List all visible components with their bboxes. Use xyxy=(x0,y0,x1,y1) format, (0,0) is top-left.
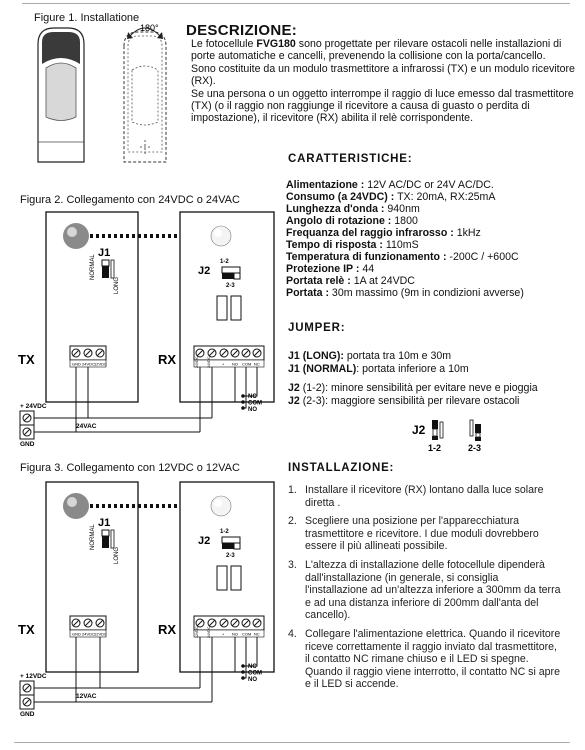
svg-text:+ 24VDC: + 24VDC xyxy=(20,403,47,410)
svg-text:+: + xyxy=(222,361,225,367)
jumper-j2-23: J2 (2-3): maggiore sensibilità per rilevare ostacoli xyxy=(288,395,520,407)
svg-text:COM: COM xyxy=(242,631,252,637)
svg-text:GND: GND xyxy=(20,711,35,718)
svg-text:24VAC: 24VAC xyxy=(76,423,97,430)
tx-terminal-block xyxy=(70,346,107,367)
svg-text:J1: J1 xyxy=(98,517,111,529)
svg-text:+ 12VDC: + 12VDC xyxy=(20,673,47,680)
svg-text:NC: NC xyxy=(254,361,260,367)
svg-text:COM: COM xyxy=(248,670,262,677)
spec-row: Consumo (a 24VDC) : TX: 20mA, RX:25mA xyxy=(286,191,496,203)
svg-text:NORMAL: NORMAL xyxy=(90,254,96,280)
svg-text:NC: NC xyxy=(254,631,260,637)
svg-text:12VDC: 12VDC xyxy=(94,631,107,637)
svg-text:J2: J2 xyxy=(198,265,211,277)
product-code: FVG180 xyxy=(256,38,296,50)
jumper-j2-12: J2 (1-2): minore sensibilità per evitare neve e pioggia xyxy=(288,382,538,394)
rx-label: RX xyxy=(158,622,177,637)
descrizione-p1: Le fotocellule FVG180 sono progettate per rilevare ostacoli nelle installazioni di porte automatiche e cancelli, prevenendo la collisione con la porta/cancello. xyxy=(191,38,562,63)
jumper-j1-long: J1 (LONG): portata tra 10m e 30m xyxy=(288,350,452,362)
svg-text:1-2: 1-2 xyxy=(220,259,229,265)
figure2-wiring-diagram xyxy=(14,208,280,448)
svg-text:GND: GND xyxy=(72,631,81,637)
svg-text:24VDC: 24VDC xyxy=(207,356,211,368)
svg-text:1-2: 1-2 xyxy=(220,529,229,535)
power-supply-terminal xyxy=(20,411,34,439)
figure2-caption: Figura 2. Collegamento con 24VDC o 24VAC xyxy=(20,194,240,206)
rx-label: RX xyxy=(158,352,177,367)
caratteristiche-list xyxy=(286,179,576,299)
spec-row: Tempo di risposta : 110mS xyxy=(286,239,419,251)
svg-text:LONG: LONG xyxy=(114,546,120,564)
spec-row: Temperatura di funzionamento : -200C / +600C xyxy=(286,251,519,263)
svg-text:24VDC: 24VDC xyxy=(207,626,211,638)
jumper-pos-12 xyxy=(432,420,443,440)
svg-text:2-3: 2-3 xyxy=(226,283,235,289)
figure3-wiring-diagram xyxy=(14,478,280,718)
rx-terminal-block xyxy=(194,346,264,368)
tx-terminal-block xyxy=(70,616,107,637)
list-item: 4. Collegare l'alimentazione elettrica. Quando il ricevitore riceve correttamente il raggio inviato dal trasmettitore, il contatto NC rimane chiuso e il LED si spegne. Quando il raggio viene interrotto, il contatto NC si apre e il LED si accende. xyxy=(288,627,561,691)
svg-text:J1: J1 xyxy=(98,247,111,259)
jumper-j2-diagram xyxy=(410,414,490,454)
spec-row: Protezione IP : 44 xyxy=(286,263,375,275)
jumper-pos-23 xyxy=(470,420,481,441)
svg-text:NO: NO xyxy=(248,677,257,683)
jumper-pos-23-label: 2-3 xyxy=(468,443,482,453)
svg-text:24VDC: 24VDC xyxy=(195,356,199,368)
descrizione-body xyxy=(191,38,577,125)
svg-text:J2: J2 xyxy=(198,535,211,547)
installazione-title: INSTALLAZIONE: xyxy=(288,462,395,474)
spec-row: Frequanza del raggio infrarosso : 1kHz xyxy=(286,227,481,239)
rx-terminal-block xyxy=(194,616,264,638)
svg-text:+: + xyxy=(222,631,225,637)
figure1-device-drawing xyxy=(32,22,182,172)
jumper-diagram-label: J2 xyxy=(412,423,426,437)
photocell-rotated xyxy=(124,28,166,162)
rx-led-icon xyxy=(211,226,231,246)
svg-text:LONG: LONG xyxy=(114,276,120,294)
spec-row: Portata : 30m massimo (9m in condizioni avverse) xyxy=(286,287,524,299)
tx-led-icon xyxy=(63,493,89,519)
jumper-title: JUMPER: xyxy=(288,322,346,334)
tx-led-icon xyxy=(63,223,89,249)
svg-text:2-3: 2-3 xyxy=(226,553,235,559)
power-supply-terminal xyxy=(20,681,34,709)
svg-text:12VDC: 12VDC xyxy=(195,626,199,638)
spec-row: Alimentazione : 12V AC/DC or 24V AC/DC. xyxy=(286,179,494,191)
svg-text:COM: COM xyxy=(242,361,252,367)
top-rule xyxy=(22,3,570,4)
jumper-pos-12-label: 1-2 xyxy=(428,443,442,453)
svg-text:NO: NO xyxy=(248,407,257,413)
tx-label: TX xyxy=(18,352,35,367)
jumper-j1-normal: J1 (NORMAL): portata inferiore a 10m xyxy=(288,363,469,375)
spec-row: Portata relè : 1A at 24VDC xyxy=(286,275,415,287)
svg-text:NO: NO xyxy=(232,631,238,637)
list-item: 1. Installare il ricevitore (RX) lontano dalla luce solare diretta . xyxy=(288,484,544,509)
descrizione-p2: Sono costituite da un modulo trasmettitore a infrarossi (TX) e un modulo ricevitore (RX). xyxy=(191,62,575,88)
svg-text:NO: NO xyxy=(232,361,238,367)
figure1-caption: Figure 1. Installatione xyxy=(34,12,140,24)
svg-text:GND: GND xyxy=(20,441,35,448)
installazione-steps xyxy=(282,484,564,697)
descrizione-title: DESCRIZIONE: xyxy=(186,22,298,39)
svg-text:NC: NC xyxy=(248,664,257,670)
list-item: 2. Scegliere una posizione per l'apparecchiatura trasmettitore e ricevitore. I due moduli dovrebbero essere il più allineati possibile. xyxy=(288,515,539,553)
photocell-front xyxy=(38,28,84,162)
svg-text:24VDC: 24VDC xyxy=(82,631,95,637)
descrizione-p3: Se una persona o un oggetto interrompe il raggio di luce emesso dal trasmettitore (TX) (o il raggio non raggiunge il ricevitore a causa di guasto o perdita di impostazione), il ricevitore (RX) abilita il relè corrispondente. xyxy=(191,87,574,125)
svg-text:GND: GND xyxy=(72,361,81,367)
svg-text:12VAC: 12VAC xyxy=(76,693,97,700)
rx-led-icon xyxy=(211,496,231,516)
figure3-caption: Figura 3. Collegamento con 12VDC o 12VAC xyxy=(20,462,240,474)
tx-label: TX xyxy=(18,622,35,637)
spec-row: Lunghezza d'onda : 940nm xyxy=(286,203,420,215)
caratteristiche-title: CARATTERISTICHE: xyxy=(288,153,413,165)
bottom-rule xyxy=(14,742,570,743)
svg-text:12VDC: 12VDC xyxy=(94,361,107,367)
rotation-angle-label: 180° xyxy=(140,23,159,33)
svg-text:COM: COM xyxy=(248,400,262,407)
list-item: 3. L'altezza di installazione delle fotocellule dipenderà dall'installazione (in generale, si consiglia l'installazione ad un'altezza inferiore a 300mm da terra e ad una distanza inferiore di 200mm dall'anta del cancello). xyxy=(288,558,561,622)
spec-row: Angolo di rotazione : 1800 xyxy=(286,215,418,227)
svg-text:24VDC: 24VDC xyxy=(82,361,95,367)
svg-text:NORMAL: NORMAL xyxy=(90,524,96,550)
svg-text:NC: NC xyxy=(248,394,257,400)
